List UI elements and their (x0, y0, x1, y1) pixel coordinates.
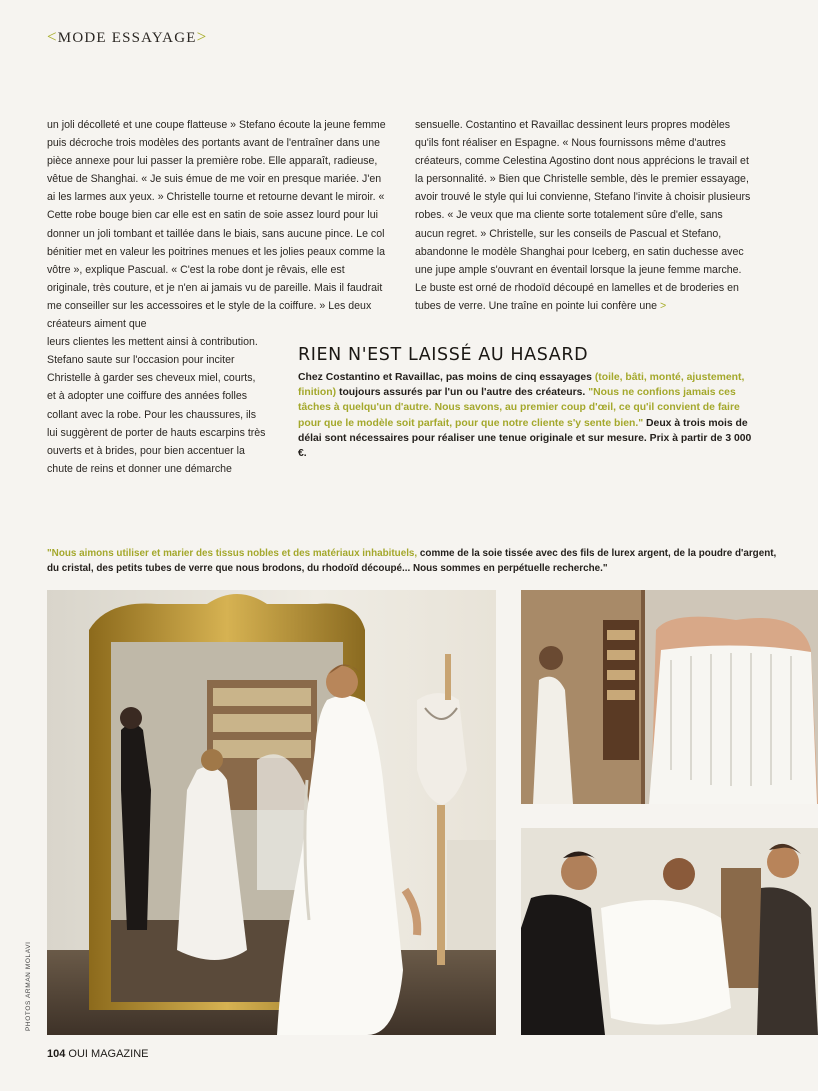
section-tag (47, 27, 207, 47)
sidebar-body: Chez Costantino et Ravaillac, pas moins de cinq essayages (toile, bâti, monté, ajustement, finition) toujours assurés par l'un ou l'autre des créateurs. "Nous ne confions jamais ces tâches à quelqu'un d'autre. Nous savons, au premier coup d'œil, ce qu'il convient de faire pour que le modèle soit parfait, pour que notre cliente s'y sente bien." Deux à trois mois de délai sont nécessaires pour réaliser une tenue originale et sur mesure. Prix à partir de 3 000 €. (298, 372, 752, 460)
page-number: 104 (47, 1048, 66, 1060)
article-paragraph: sensuelle. Costantino et Ravaillac dessinent leurs propres modèles qu'ils font réaliser en Espagne. « Nous fournissons même d'autres créateurs, comme Celestina Agostino dont nous apprécions le travail et la personnalité. » Bien que Christelle semble, dès le premier essayage, avoir trouvé le style qui lui convienne, Stefano l'invite à choisir plusieurs robes. « Je veux que ma cliente sorte totalement sûre d'elle, sans aucun regret. » Christelle, sur les conseils de Pascual et Stefano, abandonne le modèle Shanghai pour Iceberg, en satin duchesse avec une jupe ample s'ouvrant en éventail lorsque la jeune femme marche. Le buste est orné de rhodoïd découpé en lamelles et de broderies en tubes de verre. Une traîne en pointe lui confère une > (415, 119, 751, 312)
continue-arrow-icon: > (660, 299, 667, 312)
photo-credit: PHOTOS ARMAN MOLAVI (25, 941, 32, 1031)
section-label: MODE ESSAYAGE (57, 30, 197, 46)
sidebar-highlight: (toile, bâti, monté, ajustement, finition) (298, 372, 745, 399)
sidebar-title: RIEN N'EST LAISSÉ AU HASARD (298, 345, 589, 365)
pull-quote-highlight: "Nous aimons utiliser et marier des tissus nobles et des matériaux inhabituels, (47, 548, 418, 559)
pull-quote-rest: comme de la soie tissée avec des fils de lurex argent, de la poudre d'argent, du cristal, des petits tubes de verre que nous brodons, du rhodoïd découpé... Nous sommes en perpétuelle recherche." (47, 548, 777, 574)
pull-quote (47, 547, 777, 576)
sidebar-box (298, 345, 758, 461)
page-footer (47, 1048, 148, 1060)
photo-bodice-fitting (521, 590, 818, 804)
chevron-left-icon: < (47, 27, 58, 46)
chevron-right-icon: > (196, 27, 208, 46)
photo-mirror-fitting (47, 590, 496, 1035)
sidebar-quote: "Nous ne confions jamais ces tâches à quelqu'un d'autre. Nous savons, au premier coup d'œil, ce qu'il convient de faire pour que le modèle soit parfait, pour que notre cliente s'y sente bien." (298, 387, 740, 429)
magazine-name: OUI MAGAZINE (68, 1048, 149, 1060)
article-column-right (415, 116, 753, 315)
article-paragraph-narrow: leurs clientes les mettent ainsi à contribution. Stefano saute sur l'occasion pour inciter Christelle à garder ses cheveux miel, courts, et à adopter une coiffure des années folles collant avec la robe. Pour les chaussures, ils lui suggèrent de porter de hauts escarpins très ouverts et à brides, pour bien accentuer la chute de reins et donner une démarche (47, 336, 266, 475)
article-paragraph: un joli décolleté et une coupe flatteuse » Stefano écoute la jeune femme puis décroche trois modèles des portants avant de l'entraîner dans une pièce annexe pour lui passer la première robe. Elle apparaît, radieuse, vêtue de Shanghai. « Je suis émue de me voir en presque mariée. J'en ai les larmes aux yeux. » Christelle tourne et retourne devant le miroir. « Cette robe bouge bien car elle est en satin de soie assez lourd pour lui donner un joli tombant et taillée dans le biais, sans aucune pince. Le col bénitier met en valeur les poitrines menues et les jolies peaux comme la vôtre », explique Pascual. « C'est la robe dont je rêvais, elle est originale, très couture, et je n'en ai jamais vu de pareille. Mais il faudrait me conseiller sur les accessoires et le style de la coiffure. » Les deux créateurs aiment que (47, 119, 386, 331)
photo-fabric-drape (521, 828, 818, 1035)
